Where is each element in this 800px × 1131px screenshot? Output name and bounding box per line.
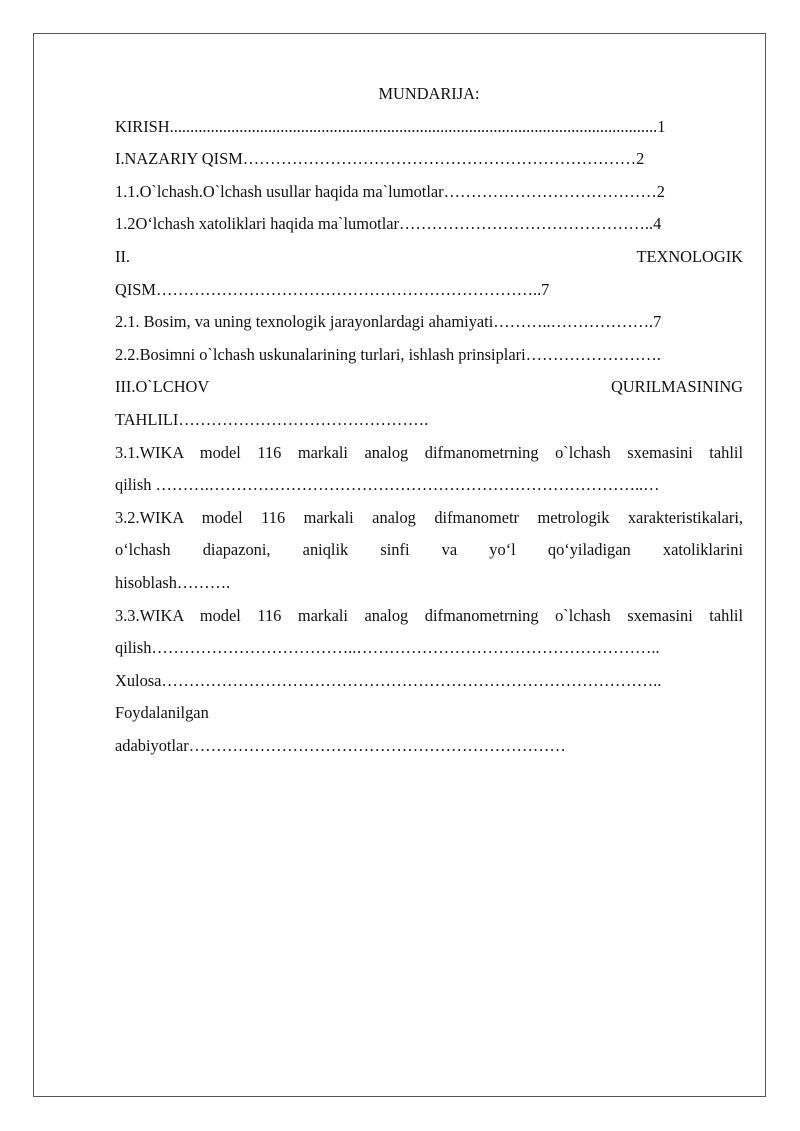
toc-entry-2-2: 2.2.Bosimni o`lchash uskunalarining turlari, ishlash prinsiplari……………………. xyxy=(115,344,661,364)
toc-entry-3-1: 3.1.WIKA model 116 markali analog difmanometrning o`lchash sxemasini tahlil xyxy=(115,442,743,462)
toc-entry-1-2: 1.2O‘lchash xatoliklari haqida ma`lumotlar………………………………………..4 xyxy=(115,214,662,234)
toc-entry-adabiyotlar: adabiyotlar…………………………………………………………… xyxy=(115,735,566,755)
toc-entry-nazariy-qism: I.NAZARIY QISM………………………………………………………………2 xyxy=(115,149,645,169)
toc-entry-3-2: 3.2.WIKA model 116 markali analog difmanometr metrologik xarakteristikalari, xyxy=(115,507,743,527)
toc-entry-foydalanilgan: Foydalanilgan xyxy=(115,703,209,723)
toc-entry-2-1: 2.1. Bosim, va uning texnologik jarayonlardagi ahamiyati………..……………….7 xyxy=(115,312,662,332)
toc-title: MUNDARIJA: xyxy=(378,84,480,103)
toc-entry-3-3: 3.3.WIKA model 116 markali analog difmanometrning o`lchash sxemasini tahlil xyxy=(115,605,743,625)
toc-entry-olchov: III.O`LCHOV QURILMASINING xyxy=(115,377,743,397)
toc-entry-texnologik: II. TEXNOLOGIK xyxy=(115,246,743,266)
toc-entry-tahlili: TAHLILI………………………………………. xyxy=(115,409,429,429)
toc-entry-3-3-cont: qilish………………………………..……………………………………………….. xyxy=(115,638,660,658)
toc-entry-3-2-cont: o‘lchash diapazoni, aniqlik sinfi va yo‘l qo‘yiladigan xatoliklarini xyxy=(115,540,743,560)
toc-entry-texnologik-qism: QISM……………………………………………………………..7 xyxy=(115,279,550,299)
toc-entry-xulosa: Xulosa……………………………………………………………………………….. xyxy=(115,670,662,690)
toc-entry-3-2-end: hisoblash………. xyxy=(115,572,231,592)
table-of-contents xyxy=(115,78,743,762)
toc-entry-kirish: KIRISH.......................................................................................................................1 xyxy=(115,116,666,136)
toc-entry-1-1: 1.1.O`lchash.O`lchash usullar haqida ma`lumotlar…………………………………2 xyxy=(115,181,665,201)
toc-entry-3-1-cont: qilish ……….……………………………………………………………………..… xyxy=(115,475,660,495)
